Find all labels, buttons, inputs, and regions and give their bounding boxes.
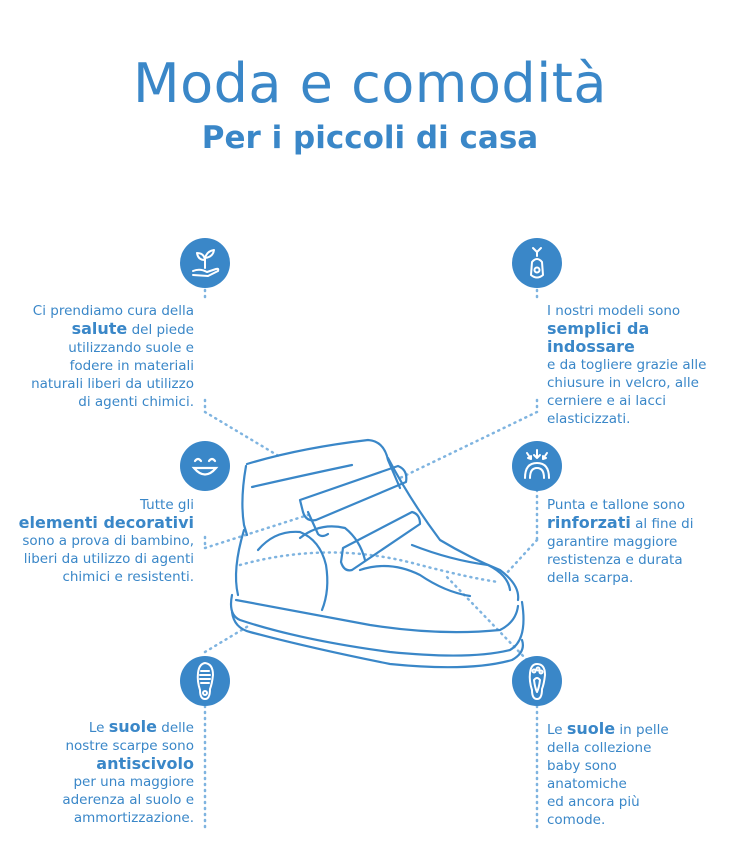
antislip-highlight-2: antiscivolo (96, 754, 194, 773)
zipper-pull-badge (512, 238, 562, 288)
reinforced-highlight: rinforzati (547, 513, 631, 532)
smiley-icon (180, 441, 230, 491)
feature-reinforced: Punta e tallone sono rinforzati al fine di garantire maggiore restistenza e durata della scarpa. (547, 497, 694, 586)
antislip-highlight: suole (108, 717, 158, 736)
page-subtitle: Per i piccoli di casa (201, 120, 539, 156)
feature-health: Ci prendiamo cura della salute del piede utilizzando suole e fodere in materiali naturali liberi da utilizzo di agenti chimici. (31, 303, 194, 410)
sole-icon (180, 656, 230, 706)
leather-highlight: suole (566, 719, 616, 738)
feature-easy: I nostri modeli sono semplici da indossare e da togliere grazie alle chiusure in velcro, alle cerniere e ai lacci elasticizzati. (547, 302, 740, 428)
easy-highlight: semplici da indossare (547, 319, 650, 356)
decor-highlight: elementi decorativi (18, 513, 194, 532)
leaf-hand-icon (180, 238, 230, 288)
zipper-pull-icon (512, 238, 562, 288)
reinforced-toe-icon (512, 441, 562, 491)
reinforced-toe-badge (512, 441, 562, 491)
feature-leather: Le suole in pelle della collezione baby sono anatomiche ed ancora più comode. (547, 719, 669, 828)
feature-antislip: Le suole delle nostre scarpe sono antiscivolo per una maggiore aderenza al suolo e ammortizzazione. (62, 717, 194, 826)
footprint-badge (512, 656, 562, 706)
feature-decor: Tutte gli elementi decorativi sono a prova di bambino, liberi da utilizzo di agenti chimici e resistenti. (18, 497, 194, 585)
sole-badge (180, 656, 230, 706)
leaf-hand-badge (180, 238, 230, 288)
footprint-icon (512, 656, 562, 706)
health-highlight: salute (71, 319, 128, 338)
smiley-badge (180, 441, 230, 491)
page-title: Moda e comodità (133, 52, 607, 115)
